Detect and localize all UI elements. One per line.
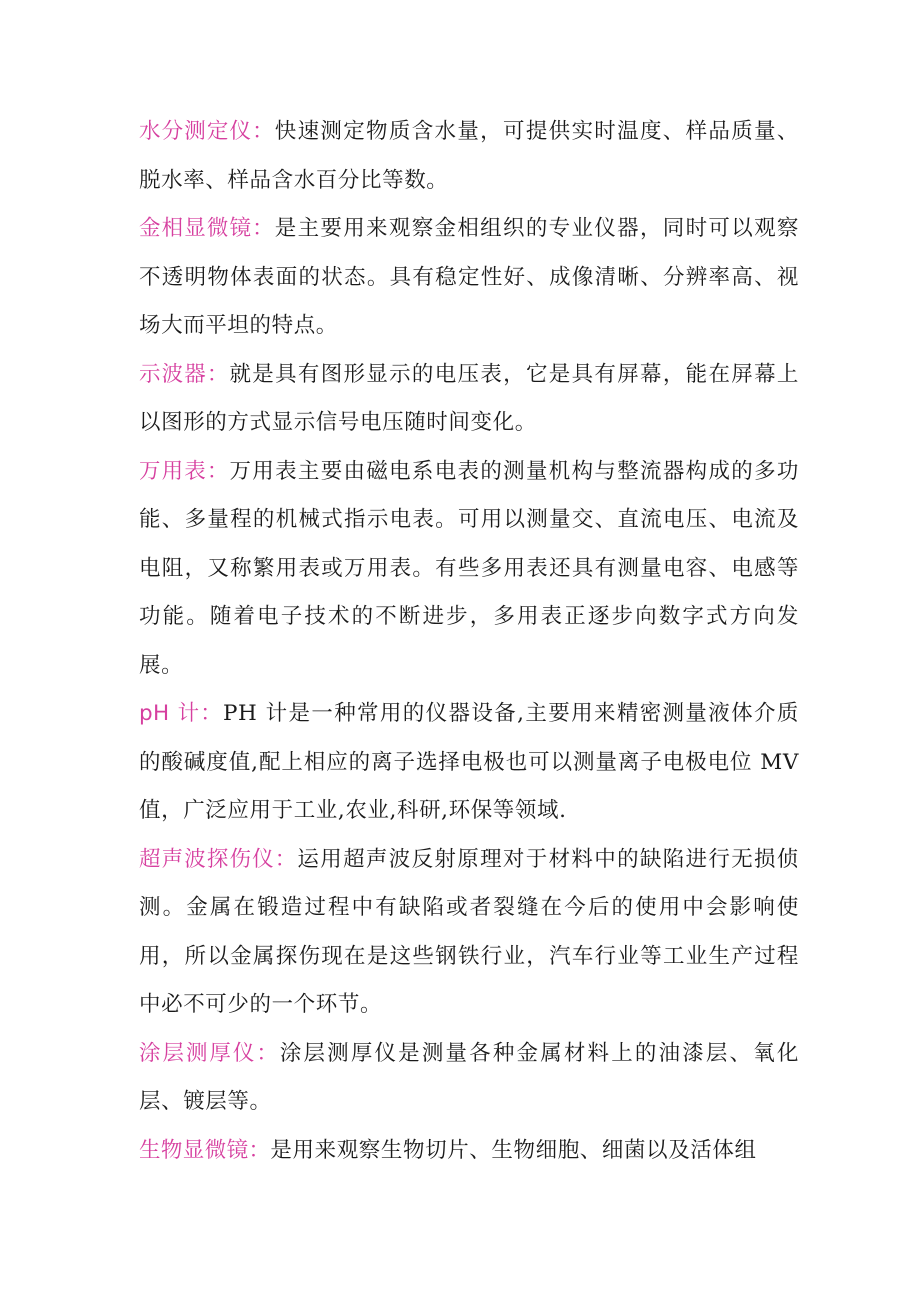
entry-description: 快速测定物质含水量，可提供实时温度、样品质量、脱水率、样品含水百分比等数。 (139, 119, 799, 193)
entry-term: pH 计： (139, 701, 223, 726)
entry-description: 运用超声波反射原理对于材料中的缺陷进行无损侦测。金属在锻造过程中有缺陷或者裂缝在今后的使用中会影响使用，所以金属探伤现在是这些钢铁行业，汽车行业等工业生产过程中必不可少的一个环节。 (139, 846, 799, 1017)
entry-term: 生物显微镜： (139, 1137, 271, 1163)
entry-description: PH 计是一种常用的仪器设备,主要用来精密测量液体介质的酸碱度值,配上相应的离子选择电极也可以测量离子电极电位 MV 值，广泛应用于工业,农业,科研,环保等领域. (139, 701, 799, 823)
entry-description: 万用表主要由磁电系电表的测量机构与整流器构成的多功能、多量程的机械式指示电表。可用以测量交、直流电压、电流及电阻，又称繁用表或万用表。有些多用表还具有测量电容、电感等功能。随着电子技术的不断进步，多用表正逐步向数字式方向发展。 (139, 458, 799, 678)
entry-term: 涂层测厚仪： (139, 1040, 280, 1066)
entry-term: 万用表： (139, 458, 230, 484)
entry-ph-meter (139, 690, 799, 836)
entry-description: 就是具有图形显示的电压表，它是具有屏幕，能在屏幕上以图形的方式显示信号电压随时间变化。 (139, 361, 799, 435)
entry-moisture-analyzer (139, 108, 799, 205)
document-body (139, 108, 799, 1175)
entry-term: 超声波探伤仪： (139, 846, 298, 872)
entry-term: 金相显微镜： (139, 216, 275, 241)
entry-multimeter (139, 448, 799, 691)
entry-ultrasonic-flaw-detector (139, 836, 799, 1030)
entry-description: 涂层测厚仪是测量各种金属材料上的油漆层、氧化层、镀层等。 (139, 1040, 800, 1114)
entry-term: 水分测定仪： (139, 119, 275, 144)
entry-description: 是用来观察生物切片、生物细胞、细菌以及活体组 (270, 1137, 757, 1163)
entry-oscilloscope (139, 351, 799, 448)
entry-term: 示波器： (139, 361, 230, 387)
entry-description: 是主要用来观察金相组织的专业仪器，同时可以观察不透明物体表面的状态。具有稳定性好、成像清晰、分辨率高、视场大而平坦的特点。 (139, 216, 799, 338)
entry-coating-thickness-gauge (139, 1030, 799, 1127)
entry-biological-microscope (139, 1127, 799, 1176)
entry-metallographic-microscope (139, 205, 799, 351)
